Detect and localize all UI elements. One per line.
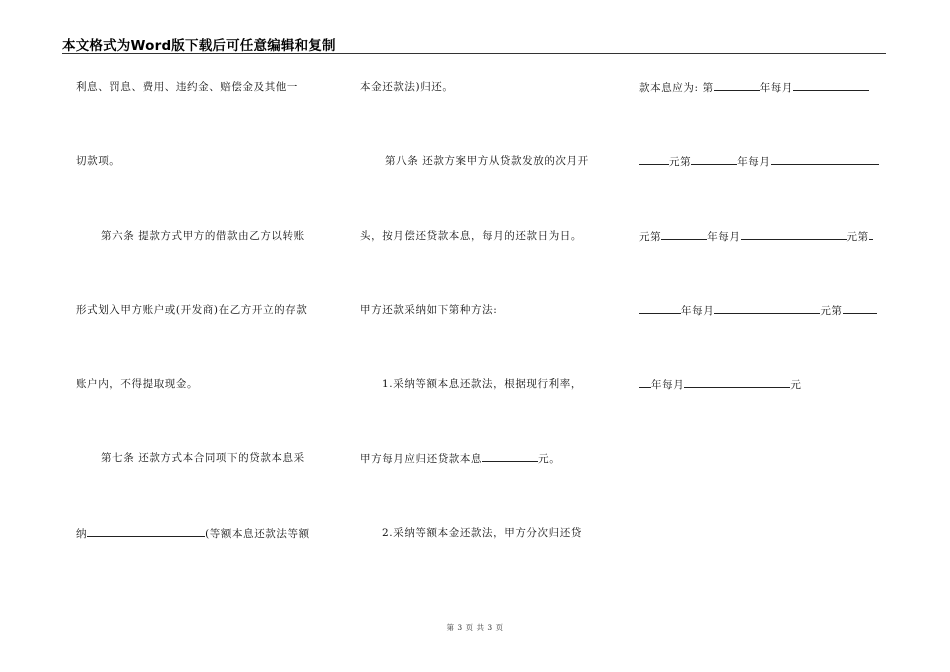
text-column-3 <box>639 80 889 451</box>
article-7-heading <box>76 451 326 525</box>
blank-underline <box>87 526 205 537</box>
method-1-line <box>360 377 610 451</box>
text-span: 年每月 <box>651 379 685 392</box>
text-span: 甲方还款采纳如下第种方法: <box>360 303 498 316</box>
text-line <box>360 80 610 154</box>
text-span: 第六条 提款方式甲方的借款由乙方以转账 <box>101 229 305 242</box>
text-span: 款本息应为: 第 <box>639 82 714 94</box>
article-6-heading <box>76 229 326 303</box>
text-line <box>639 229 889 303</box>
blank-underline <box>661 229 707 240</box>
text-line <box>639 377 889 451</box>
text-column-1 <box>76 80 326 600</box>
text-line <box>76 303 326 377</box>
document-header-title: 本文格式为Word版下载后可任意编辑和复制 <box>62 38 336 54</box>
text-span: 账户内，不得提取现金。 <box>76 378 199 391</box>
text-span: 本金还款法)归还。 <box>360 81 454 93</box>
blank-underline <box>639 154 669 165</box>
text-span: 年每月 <box>759 82 793 94</box>
text-span: 元 <box>790 379 802 392</box>
text-span: 元第 <box>820 304 843 317</box>
text-span: 元。 <box>538 453 561 466</box>
text-line <box>360 451 610 525</box>
text-span: 甲方每月应归还贷款本息 <box>360 453 483 466</box>
text-span: 利息、罚息、费用、违约金、赔偿金及其他一 <box>76 81 298 93</box>
text-span: 元第 <box>846 230 869 243</box>
blank-underline <box>482 451 538 462</box>
text-span: 年每月 <box>707 230 741 243</box>
text-span: 1.采纳等额本息还款法，根据现行利率， <box>382 378 582 391</box>
text-span: 元第 <box>639 230 662 243</box>
header-divider <box>62 53 886 54</box>
blank-underline <box>691 154 737 165</box>
blank-underline <box>714 303 820 314</box>
page-number-footer: 第 3 页 共 3 页 <box>446 623 504 632</box>
method-2-line <box>360 526 610 600</box>
text-span: 形式划入甲方账户或(开发商)在乙方开立的存款 <box>76 303 308 316</box>
text-span: 年每月 <box>681 304 715 317</box>
text-line <box>76 377 326 451</box>
blank-underline <box>741 229 847 240</box>
text-line <box>639 303 889 377</box>
blank-underline <box>684 377 790 388</box>
text-span: 头，按月偿还贷款本息，每月的还款日为日。 <box>360 229 582 242</box>
text-span: 切款项。 <box>76 155 121 168</box>
text-line <box>76 526 326 600</box>
text-span: (等额本息还款法等额 <box>205 527 310 540</box>
text-span: 元第 <box>669 156 692 169</box>
text-column-2 <box>360 80 610 600</box>
text-span: 第八条 还款方案甲方从贷款发放的次月开 <box>385 155 589 168</box>
blank-underline <box>639 377 651 388</box>
text-span: 纳 <box>76 527 88 540</box>
blank-underline <box>793 80 869 91</box>
blank-underline <box>869 229 873 240</box>
blank-underline <box>714 80 760 91</box>
text-line <box>76 80 326 154</box>
text-span: 第七条 还款方式本合同项下的贷款本息采 <box>101 452 305 465</box>
text-span: 2.采纳等额本金还款法，甲方分次归还贷 <box>382 526 582 539</box>
text-line <box>360 229 610 303</box>
text-line <box>639 80 889 154</box>
text-line <box>639 154 889 228</box>
text-line <box>76 154 326 228</box>
text-line <box>360 303 610 377</box>
blank-underline <box>639 303 681 314</box>
text-span: 年每月 <box>737 156 771 169</box>
blank-underline <box>771 154 879 165</box>
blank-underline <box>843 303 877 314</box>
article-8-heading <box>360 154 610 228</box>
